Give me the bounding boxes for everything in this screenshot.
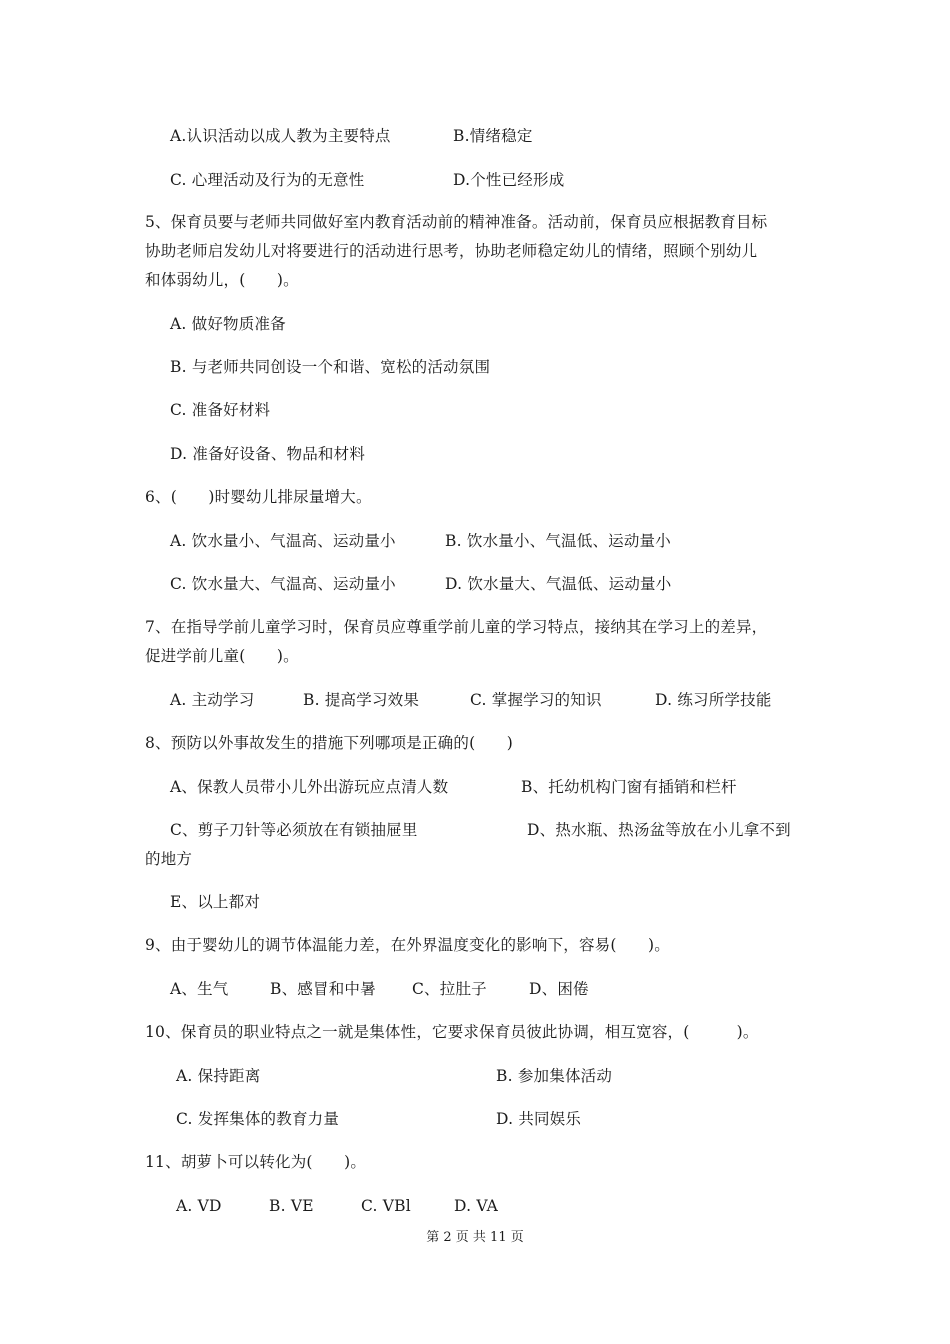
- q7-option-b: B. 提高学习效果: [303, 691, 420, 709]
- q5-option-c: C. 准备好材料: [170, 401, 271, 419]
- q4-option-a: A.认识活动以成人教为主要特点: [170, 127, 391, 145]
- q5-option-d: D. 准备好设备、物品和材料: [170, 445, 366, 463]
- q5-option-b: B. 与老师共同创设一个和谐、宽松的活动氛围: [170, 358, 491, 376]
- q9-option-b: B、感冒和中暑: [270, 980, 376, 998]
- q5-stem-line1: 5、保育员要与老师共同做好室内教育活动前的精神准备。活动前，保育员应根据教育目标: [145, 213, 768, 231]
- q8-option-d: D、热水瓶、热汤盆等放在小儿拿不到: [527, 821, 791, 839]
- q4-option-c: C. 心理活动及行为的无意性: [170, 171, 365, 189]
- q11-option-c: C. VBl: [361, 1197, 411, 1215]
- q6-stem: 6、( )时婴幼儿排尿量增大。: [145, 488, 372, 506]
- q7-stem-line2: 促进学前儿童( )。: [145, 647, 299, 665]
- q7-stem-line1: 7、在指导学前儿童学习时，保育员应尊重学前儿童的学习特点，接纳其在学习上的差异，: [145, 618, 768, 636]
- q6-option-c: C. 饮水量大、气温高、运动量小: [170, 575, 396, 593]
- q6-option-d: D. 饮水量大、气温低、运动量小: [445, 575, 672, 593]
- q11-option-d: D. VA: [454, 1197, 499, 1215]
- q9-option-d: D、困倦: [529, 980, 589, 998]
- q7-option-a: A. 主动学习: [170, 691, 255, 709]
- q11-option-a: A. VD: [176, 1197, 222, 1215]
- q10-option-c: C. 发挥集体的教育力量: [176, 1110, 340, 1128]
- q7-option-c: C. 掌握学习的知识: [470, 691, 602, 709]
- q9-option-a: A、生气: [170, 980, 229, 998]
- q11-stem: 11、胡萝卜可以转化为( )。: [145, 1153, 367, 1171]
- q10-option-a: A. 保持距离: [176, 1067, 261, 1085]
- q4-option-d: D.个性已经形成: [453, 171, 565, 189]
- q9-stem: 9、由于婴幼儿的调节体温能力差，在外界温度变化的影响下，容易( )。: [145, 936, 670, 954]
- q5-stem-line2: 协助老师启发幼儿对将要进行的活动进行思考，协助老师稳定幼儿的情绪，照顾个别幼儿: [145, 242, 758, 260]
- q10-stem: 10、保育员的职业特点之一就是集体性，它要求保育员彼此协调，相互宽容，( )。: [145, 1023, 759, 1041]
- q8-option-e: E、以上都对: [170, 893, 261, 911]
- q10-option-b: B. 参加集体活动: [496, 1067, 613, 1085]
- q8-option-a: A、保教人员带小儿外出游玩应点清人数: [170, 778, 449, 796]
- q5-stem-line3: 和体弱幼儿，( )。: [145, 271, 299, 289]
- q9-option-c: C、拉肚子: [412, 980, 487, 998]
- q5-option-a: A. 做好物质准备: [170, 315, 286, 333]
- q8-option-d-continuation: 的地方: [145, 850, 193, 868]
- page-footer: 第 2 页 共 11 页: [426, 1230, 524, 1245]
- q6-option-b: B. 饮水量小、气温低、运动量小: [445, 532, 671, 550]
- q8-option-c: C、剪子刀针等必须放在有锁抽屉里: [170, 821, 418, 839]
- q8-option-b: B、托幼机构门窗有插销和栏杆: [521, 778, 737, 796]
- q4-option-b: B.情绪稳定: [453, 127, 533, 145]
- q11-option-b: B. VE: [269, 1197, 314, 1215]
- q7-option-d: D. 练习所学技能: [655, 691, 772, 709]
- q10-option-d: D. 共同娱乐: [496, 1110, 582, 1128]
- q6-option-a: A. 饮水量小、气温高、运动量小: [170, 532, 396, 550]
- q8-stem: 8、预防以外事故发生的措施下列哪项是正确的( ): [145, 734, 513, 752]
